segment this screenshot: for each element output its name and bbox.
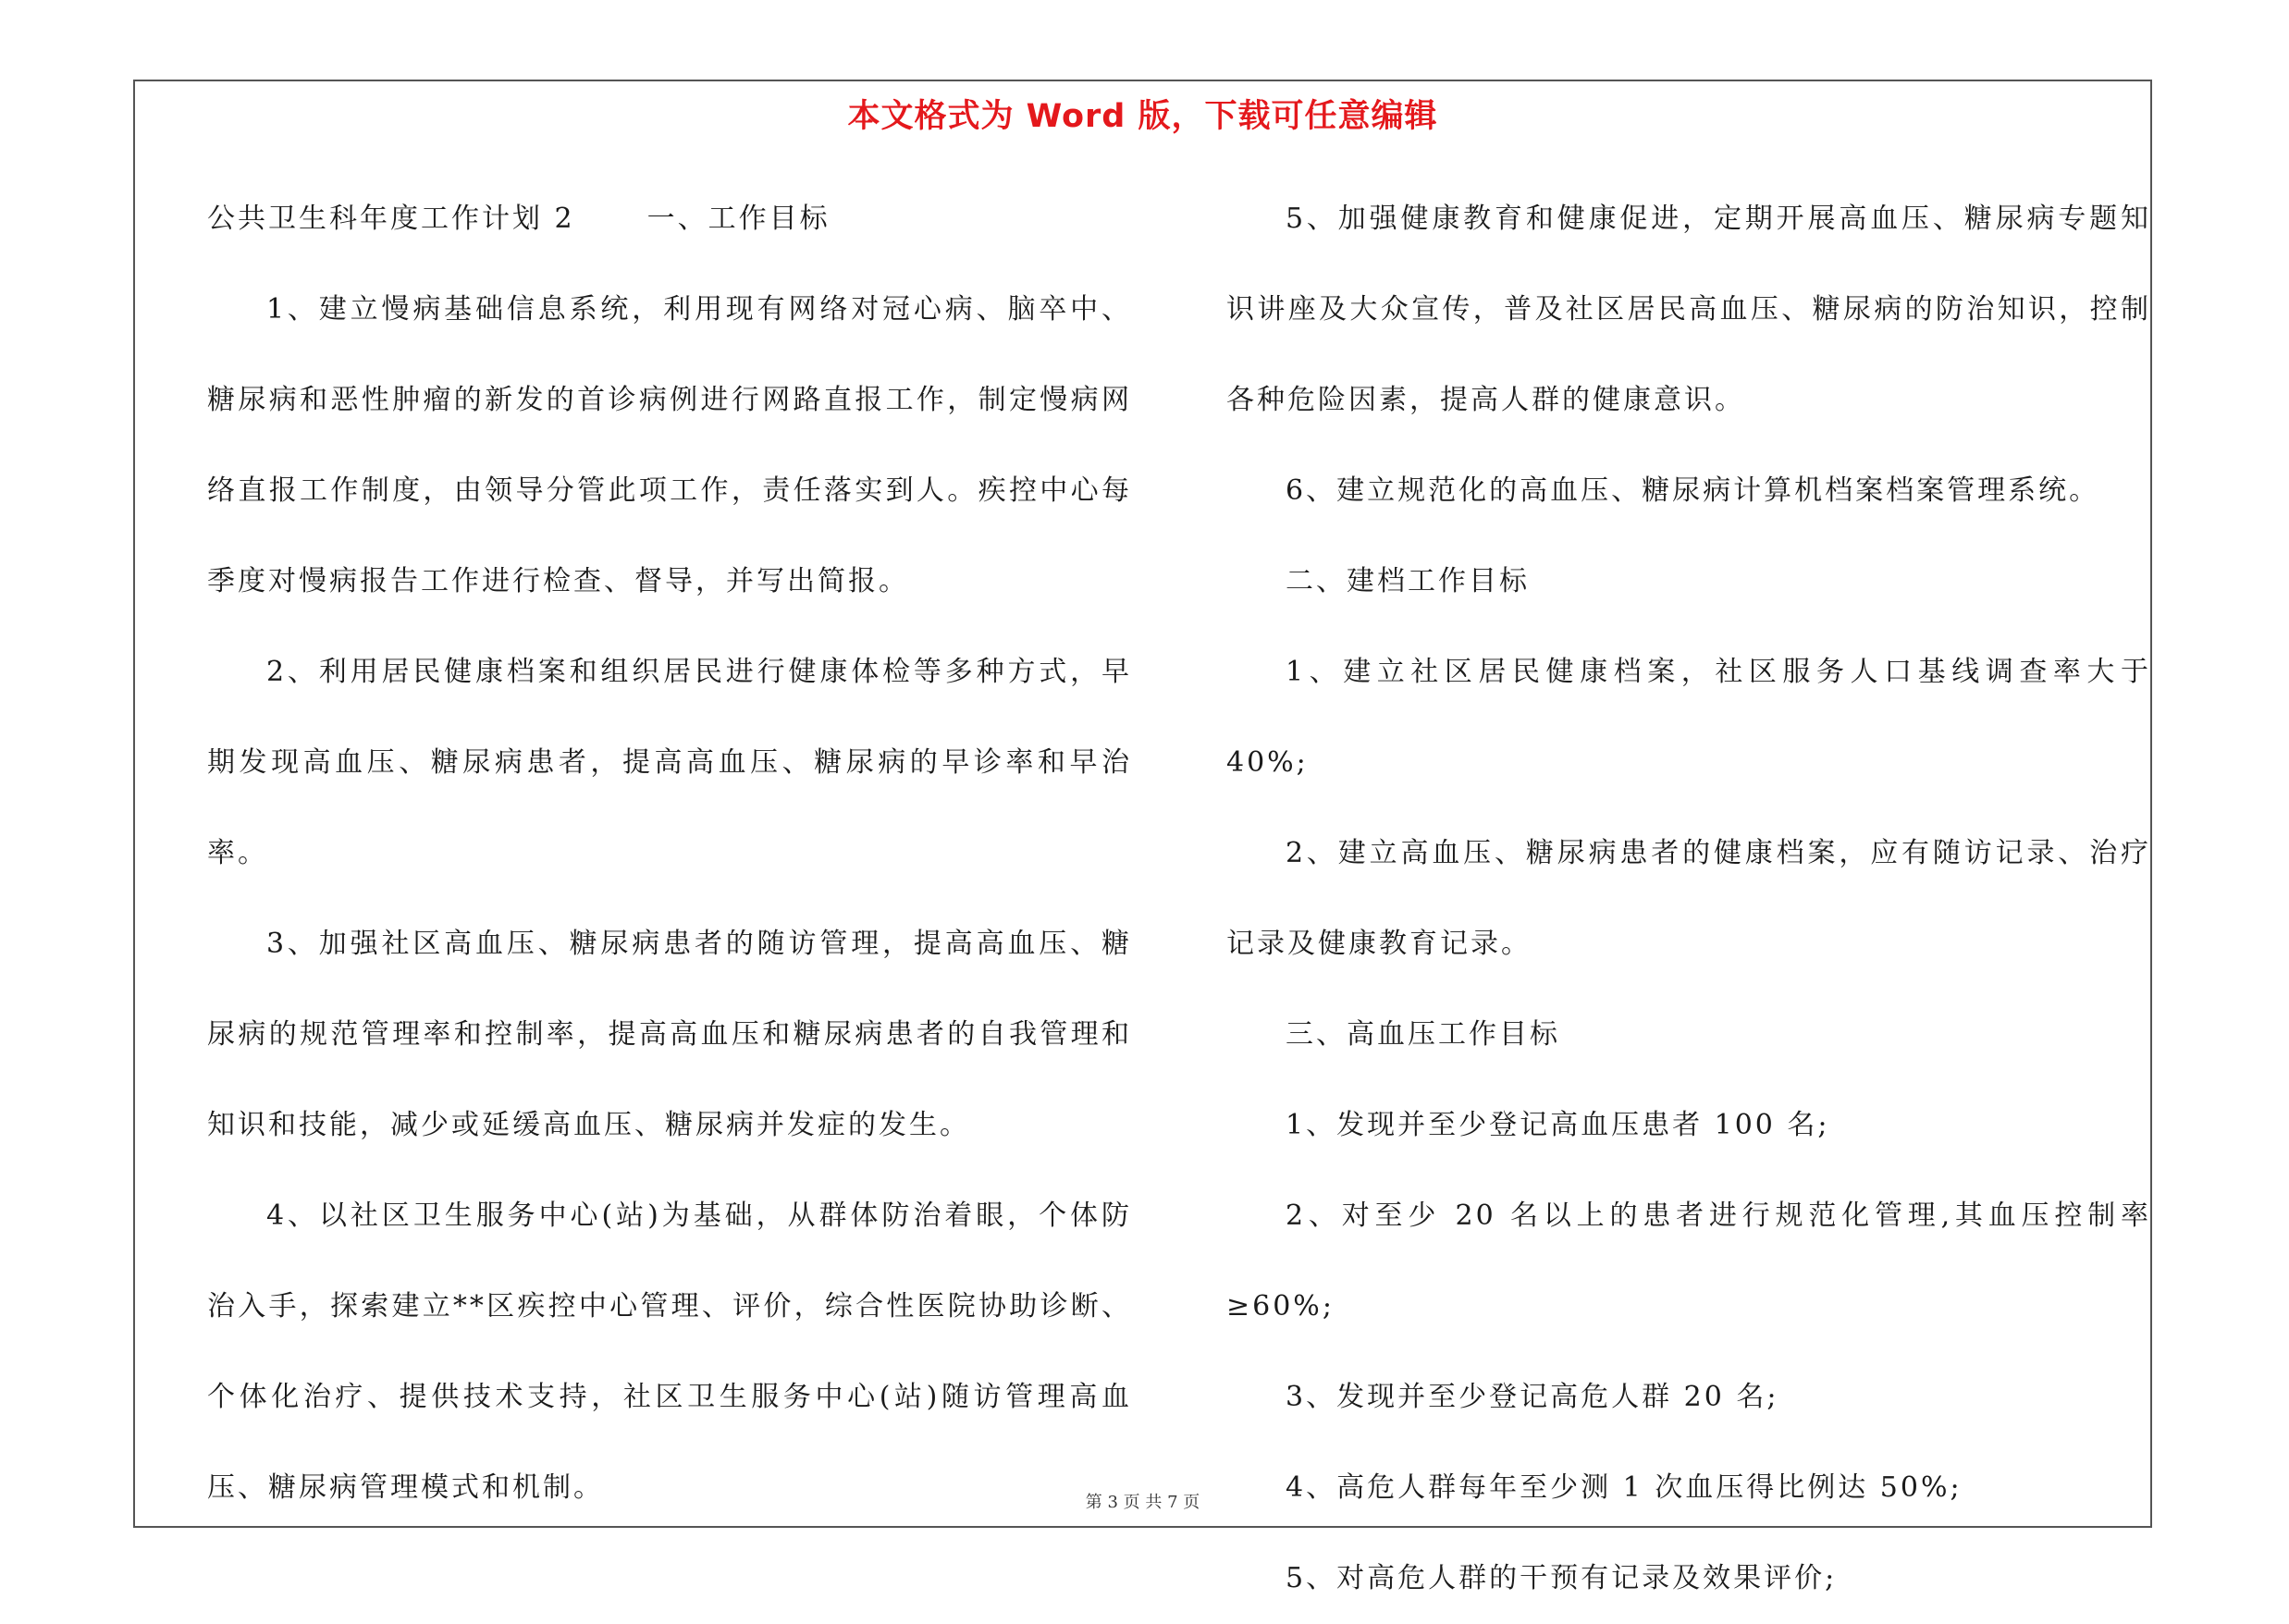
list-item: 5、对高危人群的干预有记录及效果评价; (1286, 1562, 1838, 1594)
left-column (207, 174, 1132, 1533)
section-3-heading: 三、高血压工作目标 (1286, 1018, 1560, 1051)
list-item: 3、发现并至少登记高危人群 20 名; (1286, 1381, 1779, 1413)
paragraph: 6、建立规范化的高血压、糖尿病计算机档案档案管理系统。 (1286, 474, 2100, 507)
paragraph: 2、利用居民健康档案和组织居民进行健康体检等多种方式，早期发现高血压、糖尿病患者，提高高血压、糖尿病的早诊率和早治率。 (207, 656, 1132, 869)
list-item: 1、建立社区居民健康档案，社区服务人口基线调查率大于 40%; (1226, 656, 2151, 779)
page-frame (133, 80, 2152, 1594)
paragraph: 1、建立慢病基础信息系统，利用现有网络对冠心病、脑卒中、糖尿病和恶性肿瘤的新发的首诊病例进行网路直报工作，制定慢病网络直报工作制度，由领导分管此项工作，责任落实到人。疾控中心每季度对慢病报告工作进行检查、督导，并写出简报。 (207, 293, 1132, 597)
title-line (207, 174, 1132, 265)
paragraph: 4、以社区卫生服务中心(站)为基础，从群体防治着眼，个体防治入手，探索建立**区疾控中心管理、评价，综合性医院协助诊断、个体化治疗、提供技术支持，社区卫生服务中心(站)随访管理高血压、糖尿病管理模式和机制。 (207, 1200, 1132, 1504)
list-item: 2、对至少 20 名以上的患者进行规范化管理,其血压控制率≥60%; (1226, 1200, 2151, 1323)
section-2-heading: 二、建档工作目标 (1286, 565, 1530, 597)
list-item: 4、高危人群每年至少测 1 次血压得比例达 50%; (1286, 1471, 1963, 1504)
paragraph: 5、加强健康教育和健康促进，定期开展高血压、糖尿病专题知识讲座及大众宣传，普及社区居民高血压、糖尿病的防治知识，控制各种危险因素，提高人群的健康意识。 (1226, 203, 2151, 416)
list-item: 1、发现并至少登记高血压患者 100 名; (1286, 1109, 1830, 1141)
document-title: 公共卫生科年度工作计划 2 (207, 203, 575, 235)
page-number: 第 3 页 共 7 页 (1085, 1493, 1200, 1512)
paragraph: 3、加强社区高血压、糖尿病患者的随访管理，提高高血压、糖尿病的规范管理率和控制率，提高高血压和糖尿病患者的自我管理和知识和技能，减少或延缓高血压、糖尿病并发症的发生。 (207, 928, 1132, 1141)
word-format-banner: 本文格式为 Word 版，下载可任意编辑 (847, 98, 1438, 135)
list-item: 2、建立高血压、糖尿病患者的健康档案，应有随访记录、治疗记录及健康教育记录。 (1226, 837, 2151, 960)
section-1-heading: 一、工作目标 (646, 203, 831, 235)
right-column (1226, 174, 2151, 1624)
